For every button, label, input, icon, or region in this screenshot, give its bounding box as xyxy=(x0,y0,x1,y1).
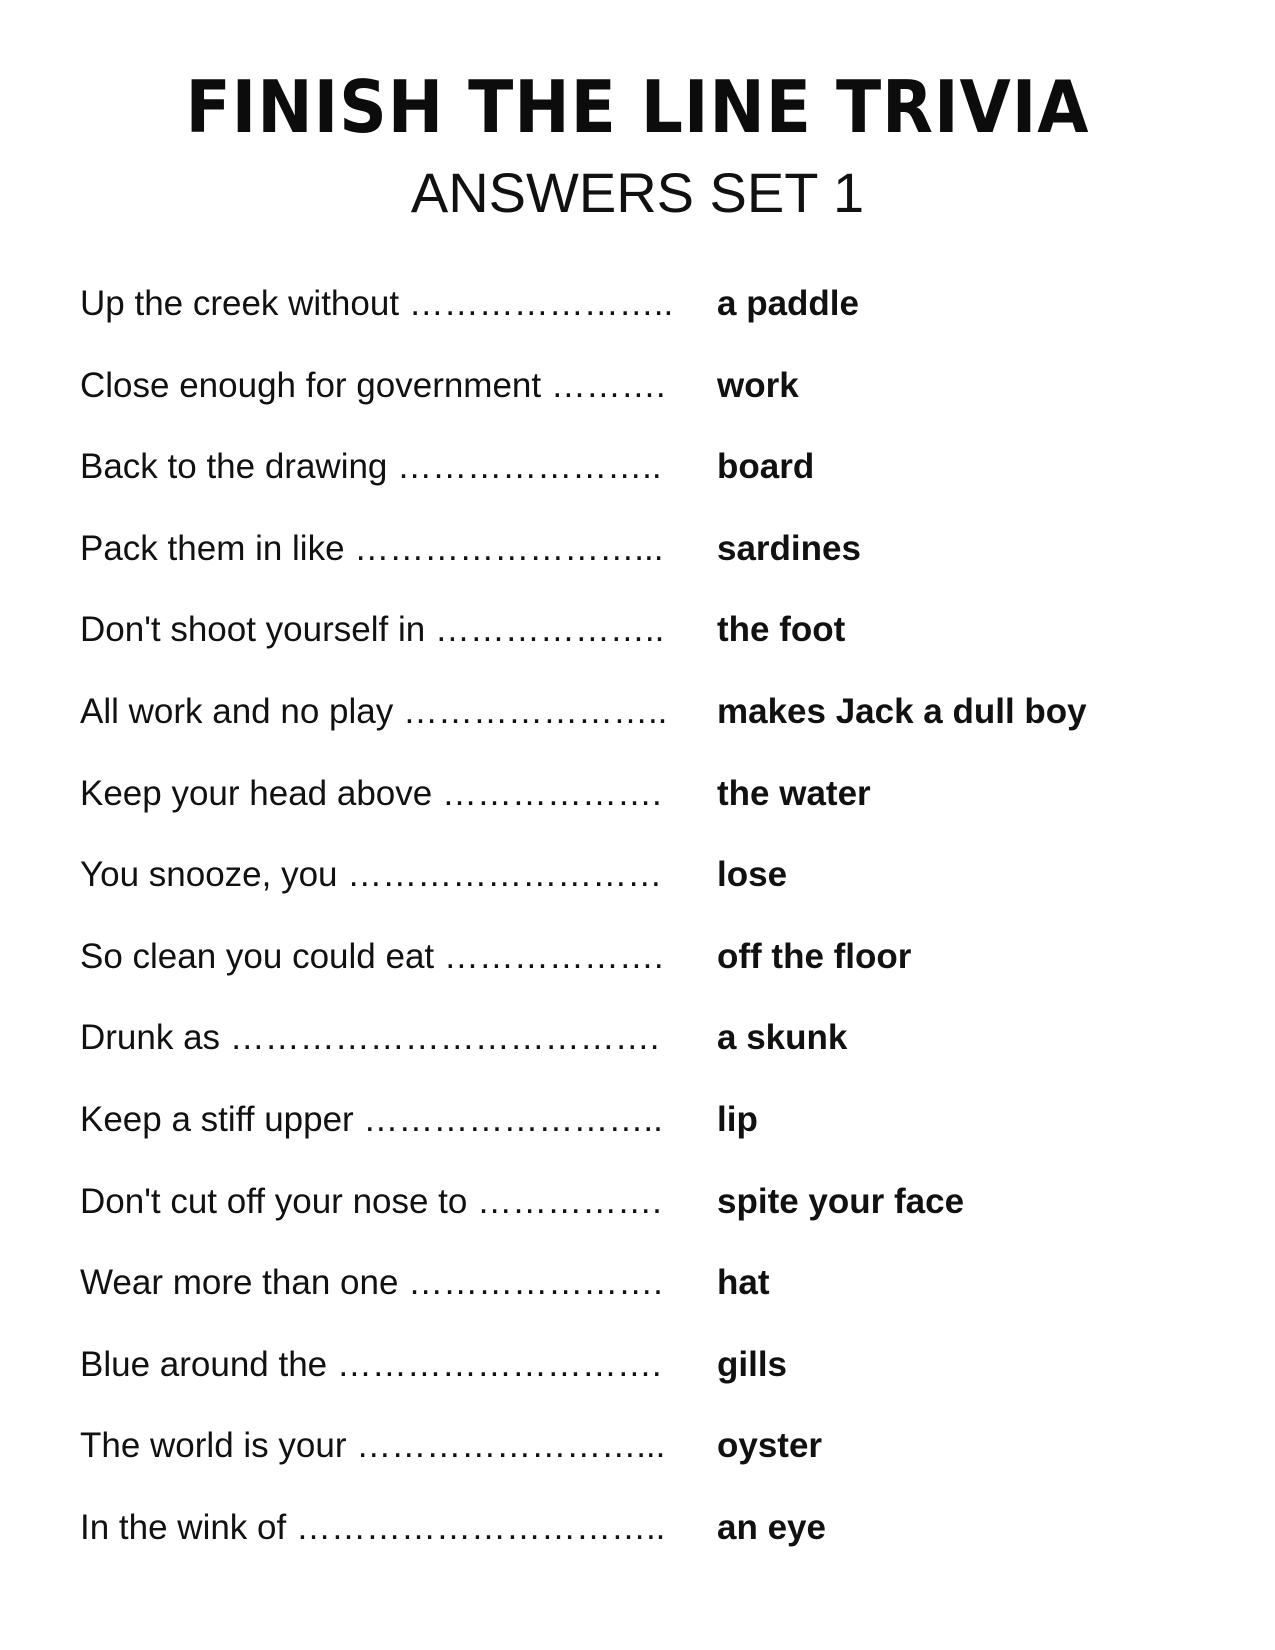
item-prompt: So clean you could eat ………………. xyxy=(80,936,664,976)
list-item xyxy=(80,608,1230,690)
item-prompt: Pack them in like ……………………... xyxy=(80,528,664,568)
item-prompt: In the wink of ………………………….. xyxy=(80,1507,666,1547)
page-subtitle: ANSWERS SET 1 xyxy=(410,161,865,224)
list-item xyxy=(80,1016,1230,1098)
item-answer: an eye xyxy=(717,1507,826,1547)
item-prompt: Up the creek without ………………….. xyxy=(80,284,674,323)
list-item xyxy=(80,282,1230,364)
item-prompt: Don't shoot yourself in ……………….. xyxy=(80,610,665,650)
page-title: FINISH THE LINE TRIVIA xyxy=(185,65,1090,149)
item-prompt: Back to the drawing ………………….. xyxy=(80,447,662,487)
list-item xyxy=(80,1343,1230,1425)
item-prompt: All work and no play ………………….. xyxy=(80,691,668,731)
item-answer: a skunk xyxy=(717,1018,848,1058)
item-answer: off the floor xyxy=(717,936,912,976)
list-item xyxy=(80,1180,1230,1262)
item-prompt: Blue around the ………………………. xyxy=(80,1344,662,1384)
list-item xyxy=(80,445,1230,527)
item-prompt: Keep your head above ………………. xyxy=(80,773,662,813)
item-prompt: Wear more than one …………………. xyxy=(80,1263,663,1303)
list-item xyxy=(80,527,1230,609)
list-item xyxy=(80,1261,1230,1343)
list-item xyxy=(80,772,1230,854)
list-item xyxy=(80,1506,1230,1588)
item-answer: a paddle xyxy=(717,284,859,323)
item-answer: hat xyxy=(717,1263,770,1303)
item-answer: the water xyxy=(717,773,871,813)
item-prompt: Drunk as ………………………………. xyxy=(80,1018,660,1058)
item-answer: board xyxy=(717,447,815,487)
item-prompt: The world is your ……………………... xyxy=(80,1426,666,1466)
answer-list xyxy=(80,282,1230,1588)
item-prompt: Don't cut off your nose to ……………. xyxy=(80,1181,662,1221)
list-item xyxy=(80,1098,1230,1180)
item-answer: oyster xyxy=(717,1426,823,1466)
item-answer: sardines xyxy=(717,528,861,568)
list-item xyxy=(80,364,1230,446)
item-prompt: Close enough for government ………. xyxy=(80,365,666,405)
item-prompt: You snooze, you ……………………… xyxy=(80,855,663,895)
item-answer: the foot xyxy=(717,610,846,650)
item-answer: spite your face xyxy=(717,1181,965,1221)
list-item xyxy=(80,690,1230,772)
list-item xyxy=(80,853,1230,935)
list-item xyxy=(80,1424,1230,1506)
item-answer: gills xyxy=(717,1344,788,1384)
item-answer: work xyxy=(717,365,799,405)
item-answer: lip xyxy=(717,1099,758,1139)
item-prompt: Keep a stiff upper …………………….. xyxy=(80,1099,663,1139)
list-item xyxy=(80,935,1230,1017)
item-answer: lose xyxy=(717,855,788,895)
item-answer: makes Jack a dull boy xyxy=(717,691,1087,731)
